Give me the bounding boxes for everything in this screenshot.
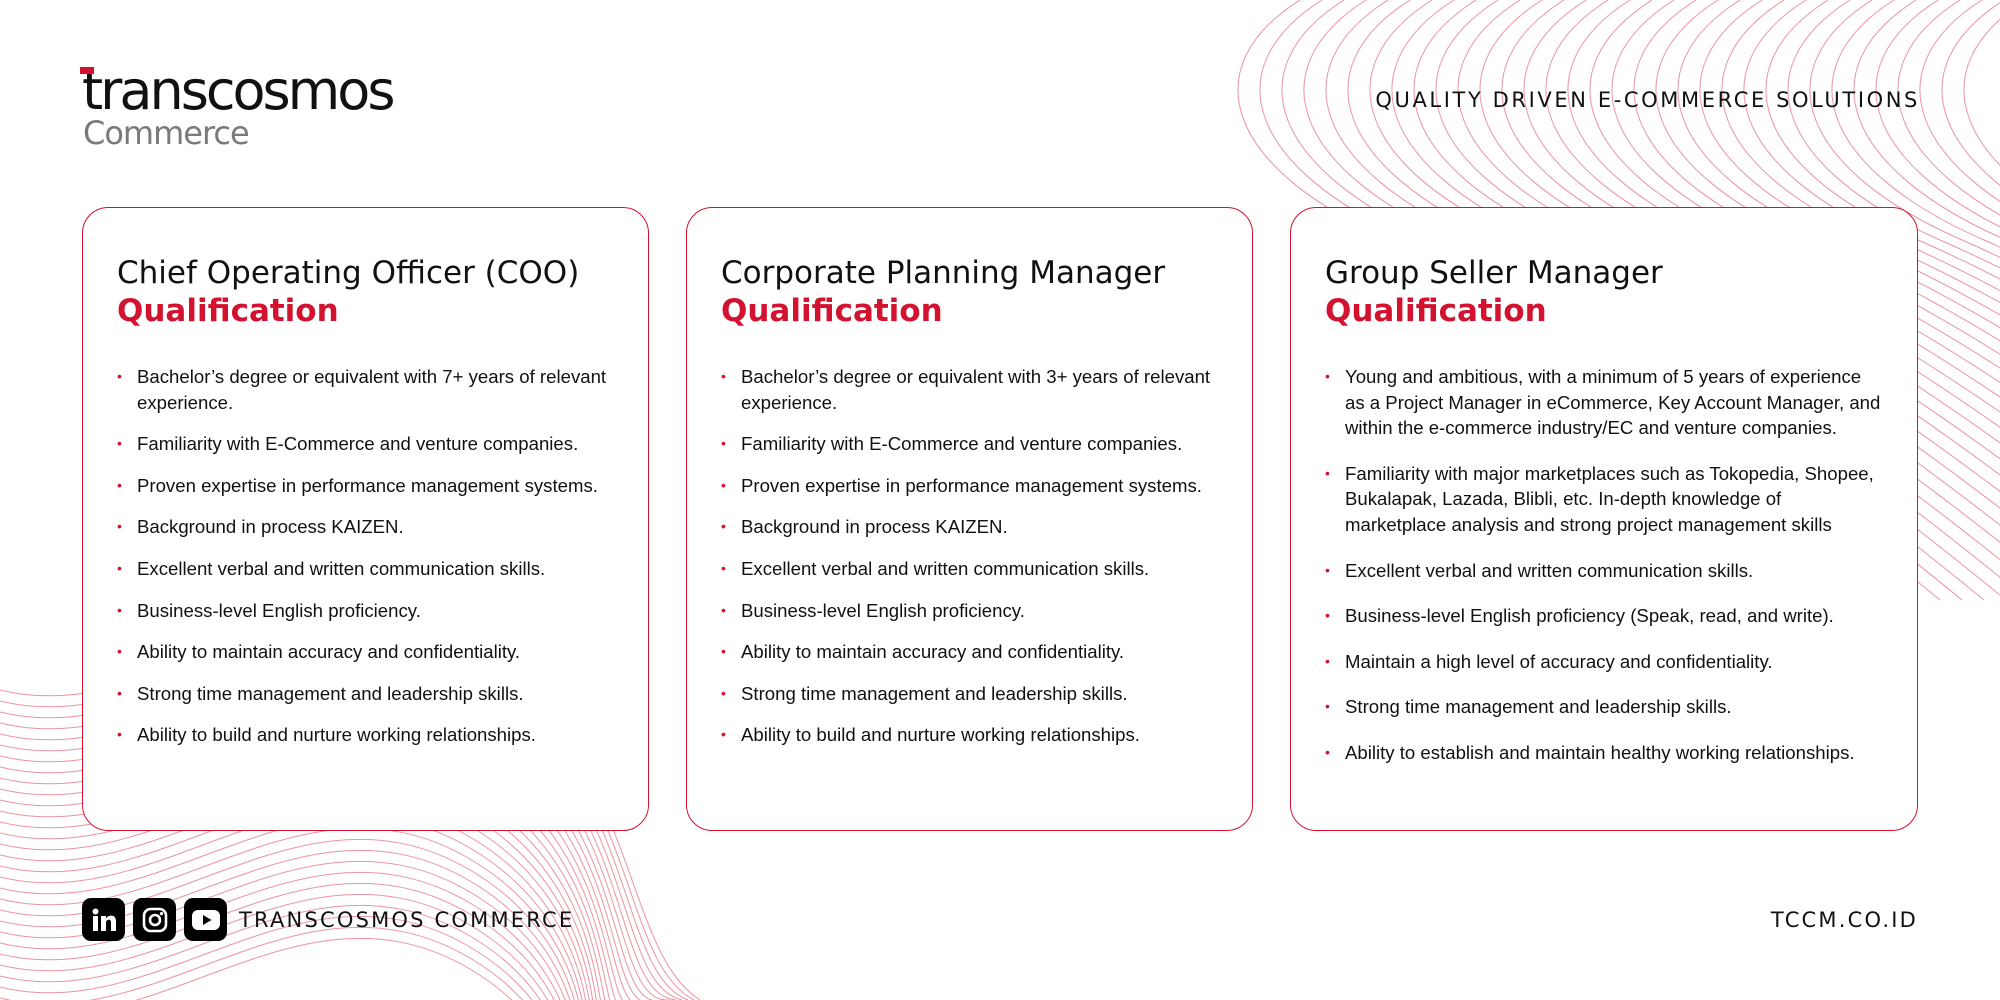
website-link[interactable]: TCCM.CO.ID [1770, 908, 1918, 932]
logo-wordmark: transcosmos [82, 59, 393, 122]
list-item: • Ability to maintain accuracy and confidentiality. [721, 639, 1218, 665]
list-item: • Background in process KAIZEN. [117, 514, 614, 540]
bullet-icon: • [117, 601, 122, 618]
bullet-icon: • [1325, 698, 1330, 715]
list-item: • Business-level English proficiency (Speak, read, and write). [1325, 603, 1883, 629]
bullet-icon: • [117, 518, 122, 535]
bullet-icon: • [721, 643, 726, 660]
bullet-icon: • [1325, 743, 1330, 760]
job-title: Corporate Planning Manager [721, 255, 1166, 291]
instagram-icon[interactable] [133, 898, 176, 941]
bullet-icon: • [721, 476, 726, 493]
qualification-list [721, 364, 1218, 748]
bullet-icon: • [1325, 464, 1330, 481]
list-item: • Bachelor’s degree or equivalent with 3+ years of relevant experience. [721, 366, 1211, 413]
list-item: • Ability to build and nurture working relationships. [117, 722, 614, 748]
qualification-heading: Qualification [721, 293, 943, 329]
bullet-icon: • [1325, 607, 1330, 624]
list-item: • Familiarity with E-Commerce and venture companies. [721, 431, 1218, 457]
bullet-icon: • [1325, 368, 1330, 384]
bullet-icon: • [721, 601, 726, 618]
list-item: • Strong time management and leadership skills. [721, 681, 1218, 707]
youtube-icon[interactable] [184, 898, 227, 941]
list-item: • Excellent verbal and written communication skills. [117, 556, 614, 582]
list-item: • Ability to establish and maintain healthy working relationships. [1325, 740, 1883, 766]
tagline: QUALITY DRIVEN E-COMMERCE SOLUTIONS [1375, 88, 1920, 112]
job-title: Chief Operating Officer (COO) [117, 255, 580, 291]
bullet-icon: • [721, 368, 726, 384]
list-item: • Proven expertise in performance management systems. [721, 473, 1218, 499]
bullet-icon: • [117, 726, 122, 743]
bullet-icon: • [721, 559, 726, 576]
logo-subtitle: Commerce [83, 114, 249, 152]
list-item: • Background in process KAIZEN. [721, 514, 1218, 540]
list-item: • Strong time management and leadership skills. [117, 681, 614, 707]
bullet-icon: • [117, 559, 122, 576]
list-item: • Ability to build and nurture working relationships. [721, 722, 1218, 748]
list-item: • Business-level English proficiency. [117, 598, 614, 624]
job-card-group-seller [1290, 207, 1918, 831]
list-item: • Familiarity with E-Commerce and venture companies. [117, 431, 614, 457]
wave-line [0, 938, 566, 1000]
job-card-coo [82, 207, 649, 831]
job-title: Group Seller Manager [1325, 255, 1663, 291]
bullet-icon: • [721, 684, 726, 701]
qualification-heading: Qualification [117, 293, 339, 329]
job-card-corporate-planning [686, 207, 1253, 831]
bullet-icon: • [721, 435, 726, 452]
list-item: • Strong time management and leadership skills. [1325, 694, 1883, 720]
bullet-icon: • [1325, 561, 1330, 578]
list-item: • Proven expertise in performance management systems. [117, 473, 614, 499]
list-item: • Excellent verbal and written communication skills. [1325, 558, 1883, 584]
list-item: • Familiarity with major marketplaces such as Tokopedia, Shopee, Bukalapak, Lazada, Blibli, etc. In-depth knowledge of marketplace analysis and strong project management skills [1325, 462, 1874, 535]
list-item: • Bachelor’s degree or equivalent with 7+ years of relevant experience. [117, 366, 607, 413]
social-links [82, 898, 574, 941]
company-logo [82, 59, 393, 152]
list-item: • Ability to maintain accuracy and confidentiality. [117, 639, 614, 665]
bullet-icon: • [721, 726, 726, 743]
qualification-list [1325, 364, 1883, 766]
footer-brand: TRANSCOSMOS COMMERCE [239, 907, 575, 932]
bullet-icon: • [117, 368, 122, 384]
bullet-icon: • [1325, 652, 1330, 669]
list-item: • Maintain a high level of accuracy and confidentiality. [1325, 649, 1883, 675]
bullet-icon: • [117, 476, 122, 493]
qualification-heading: Qualification [1325, 293, 1547, 329]
bullet-icon: • [117, 643, 122, 660]
qualification-list [117, 364, 614, 748]
bullet-icon: • [117, 684, 122, 701]
wave-line [1920, 0, 2000, 600]
bullet-icon: • [721, 518, 726, 535]
list-item: • Young and ambitious, with a minimum of 5 years of experience as a Project Manager in eCommerce, Key Account Manager, and within the e-commerce industry/EC and venture companies. [1325, 366, 1881, 439]
list-item: • Business-level English proficiency. [721, 598, 1218, 624]
list-item: • Excellent verbal and written communication skills. [721, 556, 1218, 582]
bullet-icon: • [117, 435, 122, 452]
linkedin-icon[interactable] [82, 898, 125, 941]
